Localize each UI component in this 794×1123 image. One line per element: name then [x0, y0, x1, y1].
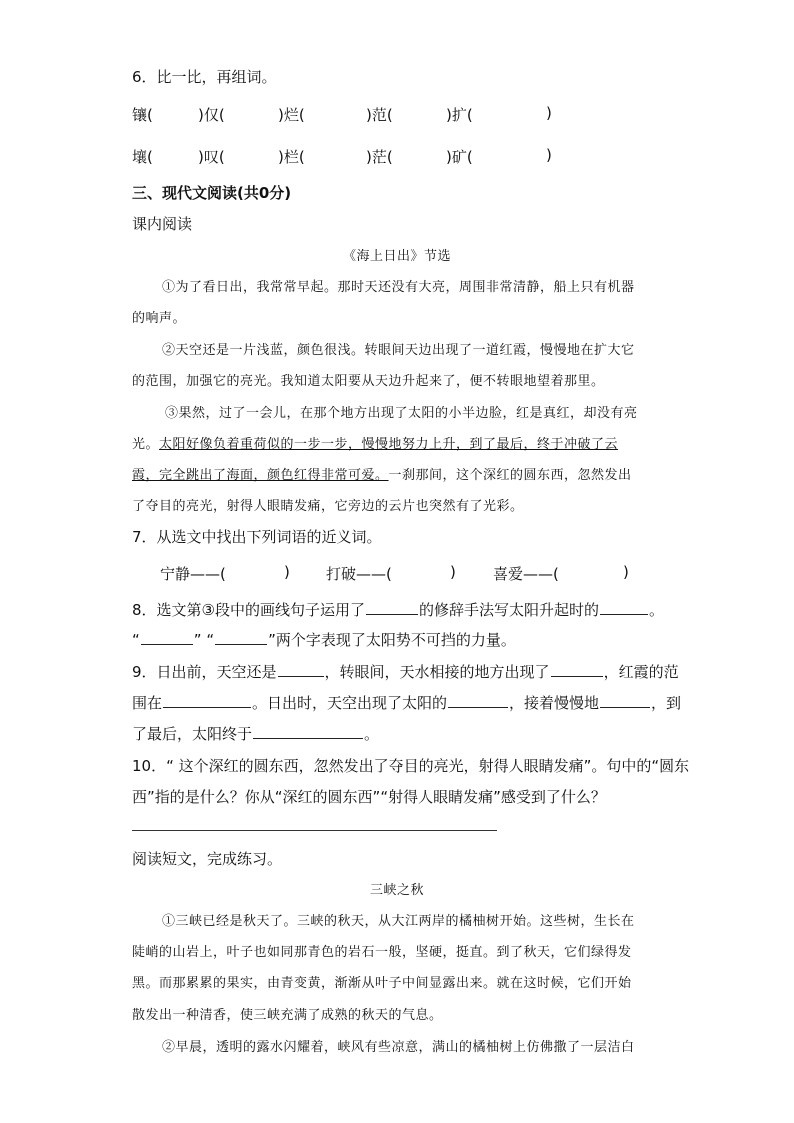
underlined-sentence-part1: 太阳好像负着重荷似的一步一步，慢慢地努力上升，到了最后，终于冲破了云 — [159, 437, 619, 452]
q6-r2-c4: )茫( — [366, 148, 393, 166]
q7-item1-close: ) — [284, 563, 290, 581]
reading2-p1d: 散发出一种清香，使三峡充满了成熟的秋天的气息。 — [132, 1008, 443, 1023]
q6-r2-c5: )矿( — [446, 148, 473, 166]
passage1-p3b-plain: 光。 — [132, 437, 160, 452]
q9-line1: 9．日出前，天空还是 ，转眼间，天水相接的地方出现了 ，红霞的范 — [132, 663, 679, 681]
answer-blank[interactable] — [141, 630, 193, 645]
answer-blank[interactable] — [600, 600, 648, 615]
q9-line3: 了最后，太阳终于 。 — [132, 725, 380, 743]
reading2-p1a: ①三峡已经是秋天了。三峡的秋天，从大江两岸的橘柚树开始。这些树，生长在 — [162, 914, 635, 929]
reading2-p1b: 陡峭的山岩上，叶子也如同那青色的岩石一般，坚硬，挺直。到了秋天，它们绿得发 — [132, 945, 632, 960]
answer-blank[interactable] — [551, 662, 603, 677]
passage1-p3d: 了夺目的亮光，射得人眼睛发痛，它旁边的云片也突然有了光彩。 — [132, 499, 524, 514]
q6-r1-c4: )范( — [366, 106, 393, 124]
passage1-p3c — [132, 464, 632, 483]
q7-item3-close: ) — [623, 563, 629, 581]
q8-line2: “ ” “ ”两个字表现了太阳势不可挡的力量。 — [132, 631, 516, 649]
answer-blank[interactable] — [600, 693, 650, 708]
q6-r1-c5: )扩( — [446, 106, 473, 124]
q6-r1-c2: )仅( — [198, 106, 225, 124]
answer-blank[interactable] — [448, 693, 508, 708]
q7-item2-close: ) — [450, 563, 456, 581]
passage1-p3a: ③果然，过了一会儿，在那个地方出现了太阳的小半边脸，红是真红，却没有亮 — [165, 406, 638, 421]
q7-item2-label: 打破——( — [326, 565, 392, 583]
passage1-p3c-plain: 一刹那间，这个深红的圆东西，忽然发出 — [388, 468, 632, 483]
answer-blank[interactable] — [253, 724, 363, 739]
section-subheading: 课内阅读 — [132, 215, 193, 233]
reading2-p2a: ②早晨，透明的露水闪耀着，峡风有些凉意，满山的橘柚树上仿佛撒了一层洁白 — [162, 1040, 635, 1055]
passage1-p2b: 的范围，加强它的亮光。我知道太阳要从天边升起来了，便不转眼地望着那里。 — [132, 374, 605, 389]
q6-r2-c6: ) — [546, 146, 552, 164]
passage1-title: 《海上日出》节选 — [342, 249, 451, 264]
passage1-p2a: ②天空还是一片浅蓝，颜色很浅。转眼间天边出现了一道红霞，慢慢地在扩大它 — [162, 343, 635, 358]
answer-blank[interactable] — [366, 600, 418, 615]
answer-blank[interactable] — [215, 630, 267, 645]
reading2-instruction: 阅读短文，完成练习。 — [132, 850, 283, 868]
answer-blank[interactable] — [163, 693, 251, 708]
reading2-p1c: 黑。而那累累的果实，由青变黄，渐渐从叶子中间显露出来。就在这时候，它们开始 — [132, 976, 632, 991]
q7-item1-label: 宁静——( — [160, 565, 226, 583]
q6-r1-c1: 镶( — [132, 106, 153, 124]
q10-answer-line[interactable] — [132, 830, 497, 831]
q6-r2-c3: )栏( — [278, 148, 305, 166]
section-heading: 三、现代文阅读(共0分) — [132, 184, 292, 202]
underlined-sentence-part2: 霞，完全跳出了海面，颜色红得非常可爱。 — [132, 468, 389, 483]
passage1-p1a: ①为了看日出，我常常早起。那时天还没有大亮，周围非常清静，船上只有机器 — [162, 280, 635, 295]
q9-line2: 围在 。日出时，天空出现了太阳的 ，接着慢慢地 ，到 — [132, 694, 682, 712]
answer-blank[interactable] — [278, 662, 324, 677]
reading2-title: 三峡之秋 — [369, 883, 424, 898]
q7-item3-label: 喜爱——( — [493, 565, 559, 583]
passage1-p3b — [132, 433, 618, 452]
q10-line2: 西”指的是什么？你从“深红的圆东西”“射得人眼睛发痛”感受到了什么？ — [132, 788, 606, 806]
q6-r2-c2: )叹( — [198, 148, 225, 166]
q8-line1: 8．选文第③段中的画线句子运用了 的修辞手法写太阳升起时的 。 — [132, 601, 665, 619]
q6-r1-c3: )烂( — [278, 106, 305, 124]
q6-title: 6．比一比，再组词。 — [132, 68, 277, 86]
q10-line1: 10．“ 这个深红的圆东西，忽然发出了夺目的亮光，射得人眼睛发痛”。句中的“圆东 — [132, 757, 690, 775]
q6-r1-c6: ) — [546, 104, 552, 122]
q6-r2-c1: 壤( — [132, 148, 153, 166]
passage1-p1b: 的响声。 — [132, 311, 187, 326]
q7-title: 7．从选文中找出下列词语的近义词。 — [132, 528, 382, 546]
